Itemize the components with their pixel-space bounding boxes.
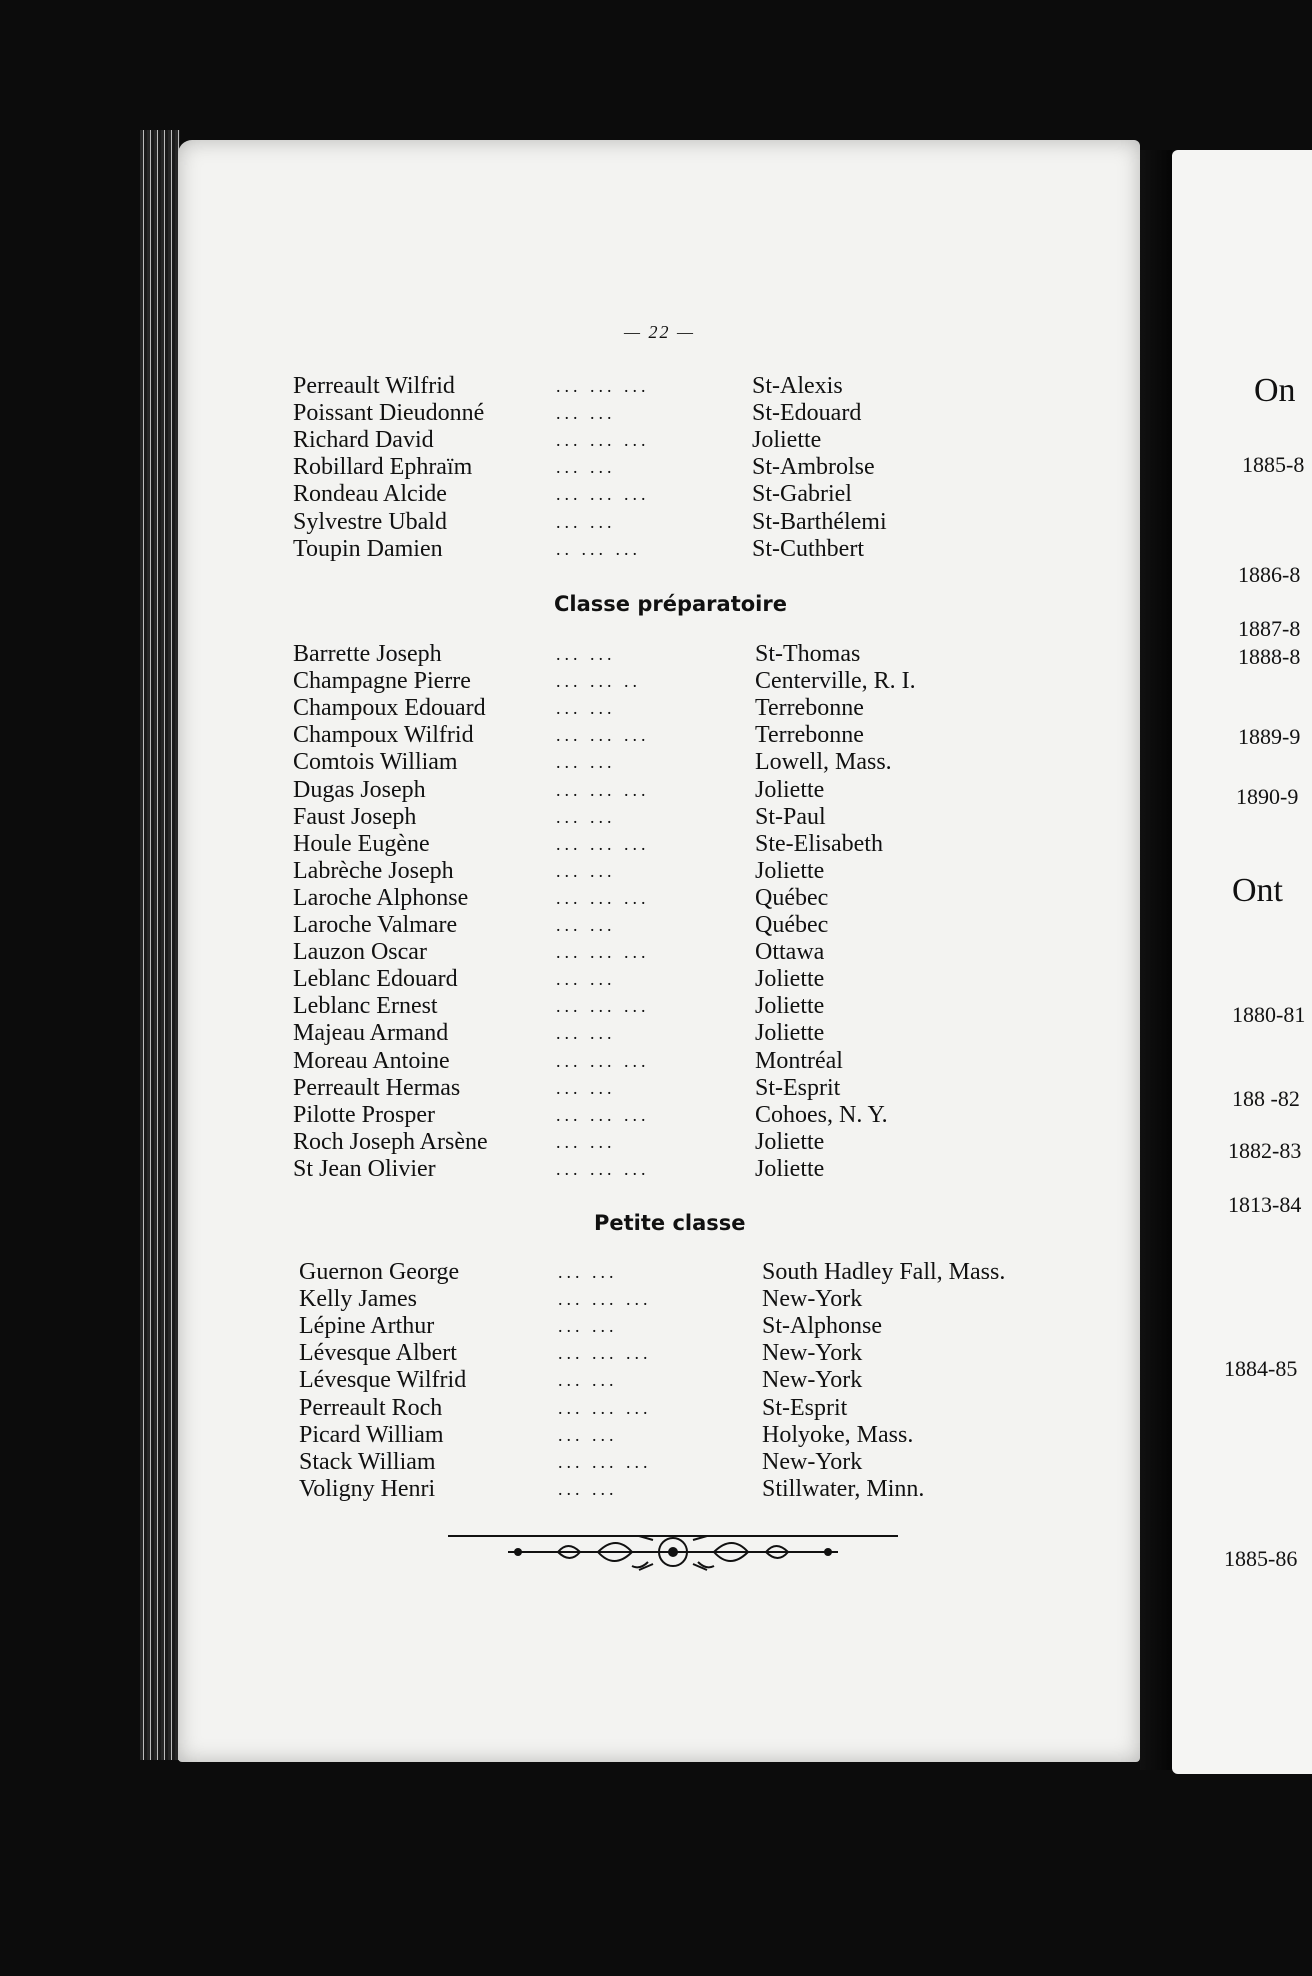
hometown: Joliette	[752, 427, 822, 454]
leader-dots: ... ...	[558, 1370, 618, 1391]
facing-page-text-1: On	[1254, 372, 1296, 409]
student-name: Houle Eugène	[293, 830, 430, 857]
hometown: New-York	[762, 1448, 863, 1475]
student-name: Roch Joseph Arsène	[293, 1128, 488, 1155]
facing-page-text-6: 1889-9	[1238, 724, 1301, 749]
list-row	[0, 776, 1312, 804]
leader-dots: ... ...	[558, 1316, 618, 1337]
leader-dots: ... ...	[556, 860, 616, 881]
student-name: Champoux Wilfrid	[293, 722, 474, 749]
student-name: Lauzon Oscar	[293, 939, 427, 966]
section-title-preparatoire: Classe préparatoire	[554, 592, 787, 616]
decorative-ornament	[448, 1532, 908, 1576]
student-name: Perreault Roch	[299, 1394, 443, 1421]
list-row	[0, 426, 1312, 454]
student-name: Picard William	[299, 1421, 444, 1448]
list-row	[0, 1019, 1312, 1047]
section-title-petite-classe: Petite classe	[594, 1211, 746, 1235]
hometown: St-Ambrolse	[752, 454, 875, 481]
list-row	[0, 1258, 1312, 1286]
leader-dots: ... ... ...	[556, 725, 650, 746]
list-row	[0, 1339, 1312, 1367]
list-row	[0, 1101, 1312, 1129]
hometown: Ste-Elisabeth	[755, 830, 883, 857]
student-name: Sylvestre Ubald	[293, 508, 447, 535]
list-row	[0, 1155, 1312, 1183]
hometown: St-Barthélemi	[752, 508, 887, 535]
hometown: St-Paul	[755, 803, 826, 830]
leader-dots: ... ...	[556, 969, 616, 990]
student-name: Lépine Arthur	[299, 1313, 435, 1340]
hometown: St-Alphonse	[762, 1313, 882, 1340]
list-row	[0, 1366, 1312, 1394]
page-number: — 22 —	[624, 322, 696, 342]
student-name: Majeau Armand	[293, 1020, 449, 1047]
leader-dots: ... ...	[556, 644, 616, 664]
leader-dots: ... ... ...	[556, 1158, 650, 1179]
facing-page-text-8: Ont	[1232, 872, 1283, 909]
hometown: Holyoke, Mass.	[762, 1421, 914, 1448]
hometown: Stillwater, Minn.	[762, 1475, 925, 1502]
hometown: Joliette	[755, 1128, 825, 1155]
leader-dots: ... ...	[556, 698, 616, 719]
student-name: Laroche Valmare	[293, 912, 458, 938]
student-name: Comtois William	[293, 749, 458, 776]
list-row	[0, 965, 1312, 993]
list-row	[0, 992, 1312, 1020]
student-name: Laroche Alphonse	[293, 884, 469, 911]
hometown: New-York	[762, 1367, 863, 1394]
hometown: Lowell, Mass.	[755, 749, 892, 776]
student-name: Voligny Henri	[299, 1475, 436, 1502]
leader-dots: ... ...	[556, 511, 616, 532]
hometown: New-York	[762, 1286, 863, 1313]
hometown: St-Esprit	[755, 1074, 841, 1101]
leader-dots: ... ...	[558, 1424, 618, 1445]
list-row	[0, 694, 1312, 722]
hometown: St-Alexis	[752, 373, 843, 399]
student-name: Pilotte Prosper	[293, 1101, 435, 1128]
facing-page-text-14: 1885-86	[1224, 1546, 1298, 1571]
hometown: Joliette	[755, 776, 825, 803]
list-row	[0, 372, 1312, 400]
leader-dots: .. ... ...	[556, 538, 641, 559]
leader-dots: ... ... ...	[556, 996, 650, 1017]
student-name: Dugas Joseph	[293, 776, 426, 803]
leader-dots: ... ... ...	[558, 1289, 652, 1310]
hometown: Joliette	[755, 1020, 825, 1047]
list-row	[0, 1475, 1312, 1503]
hometown: Joliette	[755, 857, 825, 884]
hometown: St-Edouard	[752, 400, 862, 427]
list-row	[0, 1421, 1312, 1449]
list-row	[0, 1047, 1312, 1075]
leader-dots: ... ...	[556, 1131, 616, 1152]
hometown: Montréal	[755, 1047, 843, 1074]
list-row	[0, 535, 1312, 563]
student-name: Moreau Antoine	[293, 1047, 450, 1074]
facing-page-text-10: 188 -82	[1232, 1086, 1300, 1111]
student-name: Champoux Edouard	[293, 695, 486, 722]
student-name: Stack William	[299, 1448, 436, 1475]
list-row	[0, 803, 1312, 831]
leader-dots: ... ... ...	[556, 1050, 650, 1071]
student-name: Toupin Damien	[293, 535, 443, 562]
list-row	[0, 884, 1312, 912]
leader-dots: ... ... ...	[556, 430, 650, 451]
list-row	[0, 508, 1312, 536]
hometown: South Hadley Fall, Mass.	[762, 1259, 1006, 1285]
facing-page-text-5: 1888-8	[1238, 644, 1301, 669]
list-row	[0, 1074, 1312, 1102]
student-name: Richard David	[293, 427, 434, 454]
hometown: Québec	[755, 912, 829, 938]
student-name: Champagne Pierre	[293, 668, 471, 695]
student-name: Poissant Dieudonné	[293, 400, 485, 427]
hometown: Terrebonne	[755, 695, 864, 722]
student-name: St Jean Olivier	[293, 1155, 436, 1182]
hometown: New-York	[762, 1340, 863, 1367]
list-row	[0, 1448, 1312, 1476]
leader-dots: ... ... ...	[556, 779, 650, 800]
hometown: St-Thomas	[755, 641, 861, 667]
facing-page-text-12: 1813-84	[1228, 1192, 1302, 1217]
student-name: Leblanc Edouard	[293, 966, 458, 993]
leader-dots: ... ... ...	[558, 1397, 652, 1418]
list-row	[0, 911, 1312, 939]
leader-dots: ... ... ...	[556, 942, 650, 963]
list-row	[0, 1285, 1312, 1313]
student-name: Perreault Wilfrid	[293, 373, 455, 399]
hometown: St-Gabriel	[752, 481, 852, 508]
student-name: Perreault Hermas	[293, 1074, 461, 1101]
hometown: Terrebonne	[755, 722, 864, 749]
leader-dots: ... ... ...	[556, 887, 650, 908]
hometown: Cohoes, N. Y.	[755, 1101, 888, 1128]
leader-dots: ... ...	[556, 915, 616, 935]
leader-dots: ... ...	[556, 1023, 616, 1044]
student-name: Labrèche Joseph	[293, 857, 454, 884]
list-row	[0, 938, 1312, 966]
leader-dots: ... ... ...	[556, 484, 650, 505]
leader-dots: ... ... ...	[558, 1451, 652, 1472]
hometown: Centerville, R. I.	[755, 668, 916, 695]
hometown: St-Esprit	[762, 1394, 848, 1421]
hometown: Joliette	[755, 993, 825, 1020]
leader-dots: ... ... ...	[556, 376, 650, 396]
student-name: Robillard Ephraïm	[293, 454, 473, 481]
list-row	[0, 1312, 1312, 1340]
leader-dots: ... ...	[556, 1077, 616, 1098]
facing-page-text-7: 1890-9	[1236, 784, 1299, 809]
student-name: Lévesque Albert	[299, 1340, 457, 1367]
leader-dots: ... ...	[556, 806, 616, 827]
leader-dots: ... ...	[556, 752, 616, 773]
facing-page-text-13: 1884-85	[1224, 1356, 1298, 1381]
student-name: Leblanc Ernest	[293, 993, 438, 1020]
list-row	[0, 857, 1312, 885]
hometown: Joliette	[755, 966, 825, 993]
list-row	[0, 1394, 1312, 1422]
leader-dots: ... ... ..	[556, 671, 641, 692]
list-row	[0, 667, 1312, 695]
student-name: Barrette Joseph	[293, 641, 442, 667]
list-row	[0, 1128, 1312, 1156]
student-name: Kelly James	[299, 1286, 417, 1313]
leader-dots: ... ...	[558, 1478, 618, 1499]
list-row	[0, 748, 1312, 776]
student-name: Rondeau Alcide	[293, 481, 447, 508]
hometown: Ottawa	[755, 939, 825, 966]
student-name: Guernon George	[299, 1259, 460, 1285]
facing-page-text-2: 1885-8	[1242, 452, 1305, 477]
list-row	[0, 453, 1312, 481]
hometown: Joliette	[755, 1155, 825, 1182]
student-name: Faust Joseph	[293, 803, 417, 830]
facing-page-text-9: 1880-81	[1232, 1002, 1306, 1027]
facing-page-text-11: 1882-83	[1228, 1138, 1302, 1163]
facing-page-text-3: 1886-8	[1238, 562, 1301, 587]
leader-dots: ... ...	[556, 403, 616, 424]
list-row	[0, 399, 1312, 427]
list-row	[0, 721, 1312, 749]
list-row	[0, 640, 1312, 668]
leader-dots: ... ... ...	[556, 833, 650, 854]
leader-dots: ... ... ...	[556, 1104, 650, 1125]
list-row	[0, 830, 1312, 858]
leader-dots: ... ... ...	[558, 1343, 652, 1364]
hometown: Québec	[755, 884, 829, 911]
list-row	[0, 480, 1312, 508]
facing-page-text-4: 1887-8	[1238, 616, 1301, 641]
leader-dots: ... ...	[556, 457, 616, 478]
student-name: Lévesque Wilfrid	[299, 1367, 467, 1394]
leader-dots: ... ...	[558, 1262, 618, 1282]
hometown: St-Cuthbert	[752, 535, 864, 562]
